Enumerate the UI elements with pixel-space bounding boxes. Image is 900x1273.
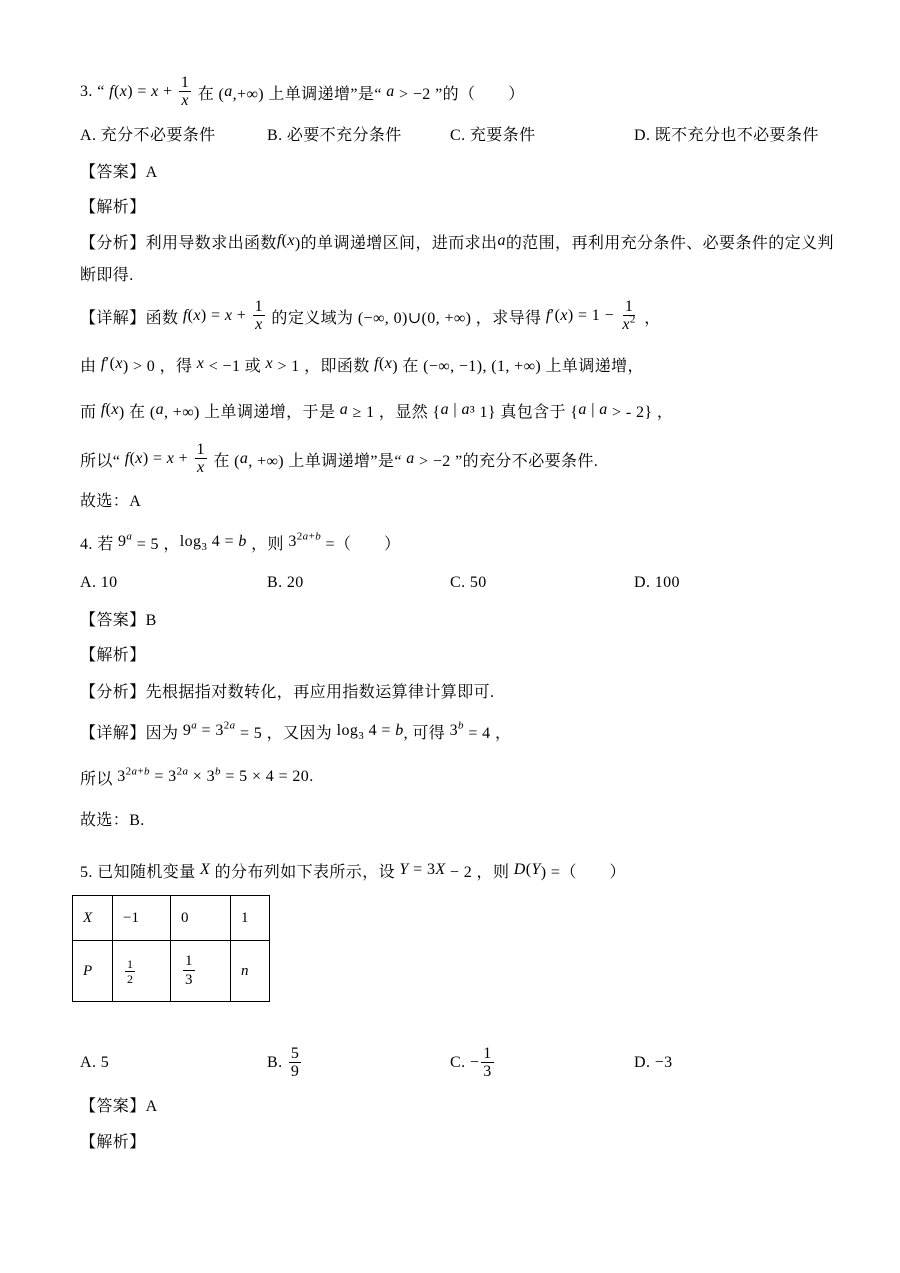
text-run: , 可得 <box>403 724 450 742</box>
math-variable: x <box>622 316 630 333</box>
math-variable: x <box>115 355 123 372</box>
text-run: 1 <box>483 1045 492 1062</box>
text-run: = 4 ， <box>463 724 512 742</box>
text-run: , +∞) 上单调递增”是“ <box>248 452 407 470</box>
question-5-analysis-label <box>80 1120 146 1160</box>
math-variable: X <box>83 909 93 926</box>
text-run: 的分布列如下表所示，设 <box>210 863 400 881</box>
text-run: ,+∞) 上单调递增”是“ <box>232 85 387 103</box>
text-run: B. <box>267 1054 287 1071</box>
text-run: 3 <box>288 533 297 550</box>
power-expression <box>288 530 322 551</box>
log-function <box>180 533 202 550</box>
text-run: 【详解】因为 <box>80 724 183 742</box>
text-run: B. 20 <box>267 574 304 591</box>
math-variable: x <box>181 92 189 109</box>
text-run: ) = <box>127 83 152 100</box>
fraction-numerator <box>289 1045 301 1063</box>
question-3-stem <box>80 72 525 112</box>
fraction <box>125 957 135 986</box>
math-variable: f <box>109 83 114 100</box>
question-5-option-d <box>634 1043 673 1083</box>
text-run: 在 ( <box>193 85 225 103</box>
text-run: 3 <box>168 768 177 785</box>
text-run: ( <box>281 232 288 249</box>
math-variable: f <box>276 232 282 249</box>
text-run: | <box>449 401 462 418</box>
text-run: 3 <box>449 722 459 739</box>
math-variable: a <box>191 719 198 732</box>
text-run: = <box>197 722 216 739</box>
power-expression <box>622 313 636 333</box>
question-3-analysis-label <box>80 185 146 225</box>
math-variable: a <box>497 232 506 249</box>
text-run: ( <box>187 307 194 324</box>
text-run: 【答案】A <box>80 1097 158 1115</box>
math-variable: a <box>599 401 608 418</box>
text-run: + <box>174 450 193 467</box>
text-run: 0 <box>181 909 189 926</box>
power-expression <box>168 765 189 786</box>
table-cell-p-label <box>73 941 113 1002</box>
text-run: 【答案】B <box>80 611 157 629</box>
fraction-denominator <box>125 972 135 986</box>
fraction-numerator <box>125 957 135 972</box>
text-run: 断即得. <box>80 266 134 284</box>
text-run: ) = 1 − <box>567 307 619 324</box>
table-cell <box>113 896 171 941</box>
table-cell-x-label <box>73 896 113 941</box>
question-5-answer <box>80 1084 158 1124</box>
fraction-numerator <box>481 1045 493 1063</box>
fraction-denominator <box>195 459 207 477</box>
question-5-stem <box>80 850 626 890</box>
text-run: 3. “ <box>80 83 110 100</box>
math-variable: x <box>196 459 205 476</box>
question-3-option-d <box>634 113 819 153</box>
text-run: 9 <box>182 722 192 739</box>
table-row-x <box>73 896 270 941</box>
fraction <box>179 74 191 110</box>
text-run: = 5 ， <box>132 535 180 553</box>
text-run: 的范围，再利用充分条件、必要条件的定义判 <box>505 234 834 252</box>
question-3-detail-line-2 <box>80 344 644 384</box>
math-variable: f <box>100 401 106 418</box>
text-run: ( <box>525 861 532 878</box>
fraction-denominator <box>179 92 191 110</box>
power-exponent <box>224 719 236 731</box>
math-variable: a <box>126 530 133 543</box>
text-run: C. 50 <box>450 574 487 591</box>
power-expression <box>449 719 464 740</box>
text-run: < −1 或 <box>204 357 266 375</box>
math-variable: a <box>155 401 164 418</box>
math-variable: x <box>135 450 143 467</box>
text-run: C. 充要条件 <box>450 126 536 144</box>
text-run: − 2 ，则 <box>445 863 514 881</box>
power-exponent <box>126 765 150 777</box>
table-cell <box>113 941 171 1002</box>
text-run: 由 <box>80 357 101 375</box>
text-run: + <box>232 307 251 324</box>
question-5-option-b <box>267 1043 303 1083</box>
text-run: 2 <box>176 765 183 778</box>
text-run: 4 = <box>364 722 396 739</box>
fraction <box>195 441 207 477</box>
fraction-numerator <box>195 441 207 459</box>
power-exponent <box>630 313 636 325</box>
log-expression <box>180 533 208 551</box>
text-run: 9 <box>118 533 127 550</box>
math-variable: a <box>224 83 233 100</box>
question-3-detail-line-4 <box>80 439 598 479</box>
math-variable: x <box>111 401 119 418</box>
fraction-numerator <box>179 74 191 92</box>
text-run: 的定义域为 (−∞, 0)∪(0, +∞) ，求导得 <box>267 309 546 327</box>
text-run: + <box>137 765 145 778</box>
text-run: × <box>188 768 207 785</box>
math-variable: x <box>255 316 263 333</box>
power-expression <box>206 765 221 786</box>
text-run: 【分析】利用导数求出函数 <box>80 234 277 252</box>
question-4-option-d <box>634 563 680 603</box>
math-variable: f <box>100 355 106 372</box>
question-4-option-b <box>267 563 304 603</box>
text-run: )的单调递增区间，进而求出 <box>294 234 498 252</box>
math-variable: a <box>131 765 138 778</box>
text-run: ) > 0 ，得 <box>122 357 197 375</box>
math-variable: x <box>166 450 175 467</box>
text-run: 1 <box>196 441 205 458</box>
text-run: + <box>158 83 177 100</box>
text-run: 【详解】函数 <box>80 309 183 327</box>
math-variable: a <box>229 719 236 732</box>
text-run: ， <box>639 309 661 327</box>
text-run: ( <box>113 83 120 100</box>
fraction <box>183 953 195 989</box>
math-variable: P <box>83 962 93 979</box>
math-variable: Y <box>531 861 541 878</box>
question-3-answer <box>80 150 158 190</box>
fraction <box>253 298 265 334</box>
text-run: ) = <box>142 450 167 467</box>
fraction <box>481 1045 493 1081</box>
math-variable: X <box>200 861 211 878</box>
text-run: 3 <box>483 1063 492 1080</box>
power-base <box>183 722 191 739</box>
text-run: 1 <box>254 298 264 315</box>
power-expression <box>117 765 150 786</box>
math-variable: n <box>241 962 249 979</box>
math-variable: x <box>287 232 295 249</box>
text-run: 1 <box>241 909 249 926</box>
math-variable: a <box>440 401 450 418</box>
text-run: 【分析】先根据指对数转化，再应用指数运算律计算即可. <box>80 683 495 701</box>
question-4-option-a <box>80 563 118 603</box>
text-run: log <box>179 533 202 550</box>
power-expression <box>215 719 236 740</box>
math-variable: f <box>374 355 379 372</box>
power-base <box>215 722 223 739</box>
fraction-denominator <box>289 1063 301 1081</box>
text-run: ( <box>378 355 385 372</box>
text-run: ) 在 (−∞, −1), (1, +∞) 上单调递增， <box>392 357 644 375</box>
text-run: 5. 已知随机变量 <box>80 863 201 881</box>
math-variable: X <box>435 861 446 878</box>
math-variable: f <box>545 307 551 324</box>
text-run: −1 <box>123 909 139 926</box>
fraction-numerator <box>253 298 265 316</box>
text-run: 3 <box>358 729 365 742</box>
math-variable: b <box>215 765 221 778</box>
text-run: > −2 ”的充分不必要条件. <box>414 452 599 470</box>
text-run: 2 <box>223 719 230 732</box>
text-run: D. 100 <box>634 574 680 591</box>
text-run: > 1 ，即函数 <box>273 357 375 375</box>
math-variable: D <box>513 861 526 878</box>
text-run: 3 <box>185 972 193 988</box>
question-4-answer <box>80 598 157 638</box>
text-run: = 5 ，又因为 <box>235 724 337 742</box>
text-run: , +∞) 上单调递增，于是 <box>163 403 340 421</box>
question-4-final-choice <box>80 798 145 838</box>
text-run: ，则 <box>246 535 289 553</box>
math-variable: a <box>239 450 249 467</box>
text-run: ′( <box>550 307 561 324</box>
text-run: 故选：A <box>80 492 142 510</box>
text-run: A. 10 <box>80 574 118 591</box>
text-run: 【解析】 <box>80 646 146 664</box>
text-run: ³ 1} 真包含于 { <box>469 403 579 421</box>
text-run: A. 5 <box>80 1054 110 1071</box>
text-run: D. −3 <box>634 1054 673 1071</box>
text-run: | <box>586 401 600 418</box>
text-run: 2 <box>629 313 636 326</box>
math-variable: f <box>182 307 188 324</box>
question-4-option-c <box>450 563 487 603</box>
text-run: 2 <box>125 765 132 778</box>
question-3-option-a <box>80 113 216 153</box>
math-variable: b <box>238 533 247 550</box>
power-exponent <box>297 530 321 542</box>
fraction-denominator <box>183 971 195 989</box>
math-variable: x <box>560 307 568 324</box>
math-variable: Y <box>399 861 409 878</box>
math-variable: a <box>302 530 309 543</box>
question-4-detail-line-1 <box>80 711 511 751</box>
question-3-final-choice <box>80 479 141 519</box>
text-run: > −2 ”的（ ） <box>394 85 525 103</box>
text-run: ) 在 ( <box>118 403 156 421</box>
log-function <box>337 722 359 739</box>
table-cell <box>231 941 270 1002</box>
text-run: ( <box>105 401 112 418</box>
text-run: 4. 若 <box>80 535 118 553</box>
text-run: = 5 × 4 = 20. <box>220 768 314 785</box>
question-3-detail-line-1 <box>80 296 661 336</box>
text-run: 【解析】 <box>80 198 146 216</box>
text-run: 3 <box>215 722 224 739</box>
text-run: 在 ( <box>208 452 240 470</box>
math-variable: x <box>384 355 393 372</box>
question-4-fenxi <box>80 670 494 710</box>
fraction-numerator <box>183 953 195 971</box>
math-variable: a <box>386 83 395 100</box>
math-variable: a <box>182 765 189 778</box>
text-run: 2 <box>296 530 303 543</box>
power-base <box>117 768 125 785</box>
math-variable: x <box>151 83 159 100</box>
fraction <box>620 298 637 334</box>
question-4-analysis-label <box>80 633 146 673</box>
math-variable: a <box>339 401 349 418</box>
text-run: 5 <box>290 1045 300 1062</box>
table-cell <box>231 896 270 941</box>
math-variable: x <box>119 83 128 100</box>
text-run: ( <box>129 450 136 467</box>
text-run: B. 必要不充分条件 <box>267 126 402 144</box>
fraction-denominator <box>481 1063 493 1081</box>
question-3-detail-line-3 <box>80 390 673 430</box>
text-run: C. − <box>450 1054 480 1071</box>
text-run: 9 <box>290 1063 300 1080</box>
fraction-denominator <box>253 316 265 334</box>
text-run: 所以“ <box>80 452 125 470</box>
power-expression <box>118 530 133 551</box>
table-cell <box>171 896 231 941</box>
power-expression <box>182 719 198 740</box>
math-variable: a <box>578 401 587 418</box>
fraction-denominator <box>620 313 637 334</box>
question-3-fenxi-line-2 <box>80 253 134 293</box>
text-run: 2 <box>127 972 133 986</box>
distribution-table <box>72 895 270 1002</box>
text-run: > - 2} ， <box>607 403 674 421</box>
text-run: 【解析】 <box>80 1133 146 1151</box>
text-run: 【答案】A <box>80 163 158 181</box>
text-run: ) =（ ） <box>540 863 626 881</box>
question-3-option-b <box>267 113 402 153</box>
math-variable: x <box>196 355 205 372</box>
text-run: 3 <box>206 768 216 785</box>
question-4-stem <box>80 522 401 562</box>
math-variable: b <box>144 765 150 778</box>
text-run: 故选：B. <box>80 811 145 829</box>
text-run: 3 <box>201 540 208 553</box>
question-4-detail-line-2 <box>80 757 314 797</box>
question-3-fenxi-line-1 <box>80 221 834 261</box>
text-run: ) = <box>200 307 225 324</box>
question-3-option-c <box>450 113 535 153</box>
math-variable: x <box>224 307 233 324</box>
text-run: 而 <box>80 403 101 421</box>
text-run: + <box>308 530 316 543</box>
power-base <box>168 768 176 785</box>
math-variable: a <box>406 450 415 467</box>
text-run: 1 <box>185 953 193 969</box>
text-run: A. 充分不必要条件 <box>80 126 216 144</box>
math-variable: x <box>265 355 274 372</box>
log-expression <box>337 722 365 740</box>
question-5-option-a <box>80 1043 109 1083</box>
text-run: ′( <box>105 355 116 372</box>
power-base <box>288 533 296 550</box>
math-variable: b <box>458 719 464 732</box>
power-base <box>207 768 215 785</box>
question-5-option-c <box>450 1043 496 1083</box>
text-run: 1 <box>624 298 634 315</box>
math-variable: b <box>315 530 322 543</box>
text-run: 3 <box>117 768 126 785</box>
power-base <box>450 722 458 739</box>
math-variable: f <box>124 450 130 467</box>
text-run: = 3 <box>408 861 436 878</box>
text-run: = <box>149 768 169 785</box>
text-run: =（ ） <box>321 535 401 553</box>
math-variable: b <box>395 722 404 739</box>
text-run: 4 = <box>207 533 239 550</box>
text-run: 1 <box>127 957 133 971</box>
table-row-p <box>73 941 270 1002</box>
text-run: 所以 <box>80 770 118 788</box>
fraction <box>289 1045 301 1081</box>
text-run: 1 <box>180 74 190 91</box>
math-variable: a <box>461 401 470 418</box>
text-run: D. 既不充分也不必要条件 <box>634 126 819 144</box>
power-exponent <box>177 765 189 777</box>
power-base <box>622 316 630 333</box>
math-variable: x <box>193 307 201 324</box>
text-run: ≥ 1 ，显然 { <box>348 403 441 421</box>
table-cell <box>171 941 231 1002</box>
text-run: log <box>336 722 359 739</box>
